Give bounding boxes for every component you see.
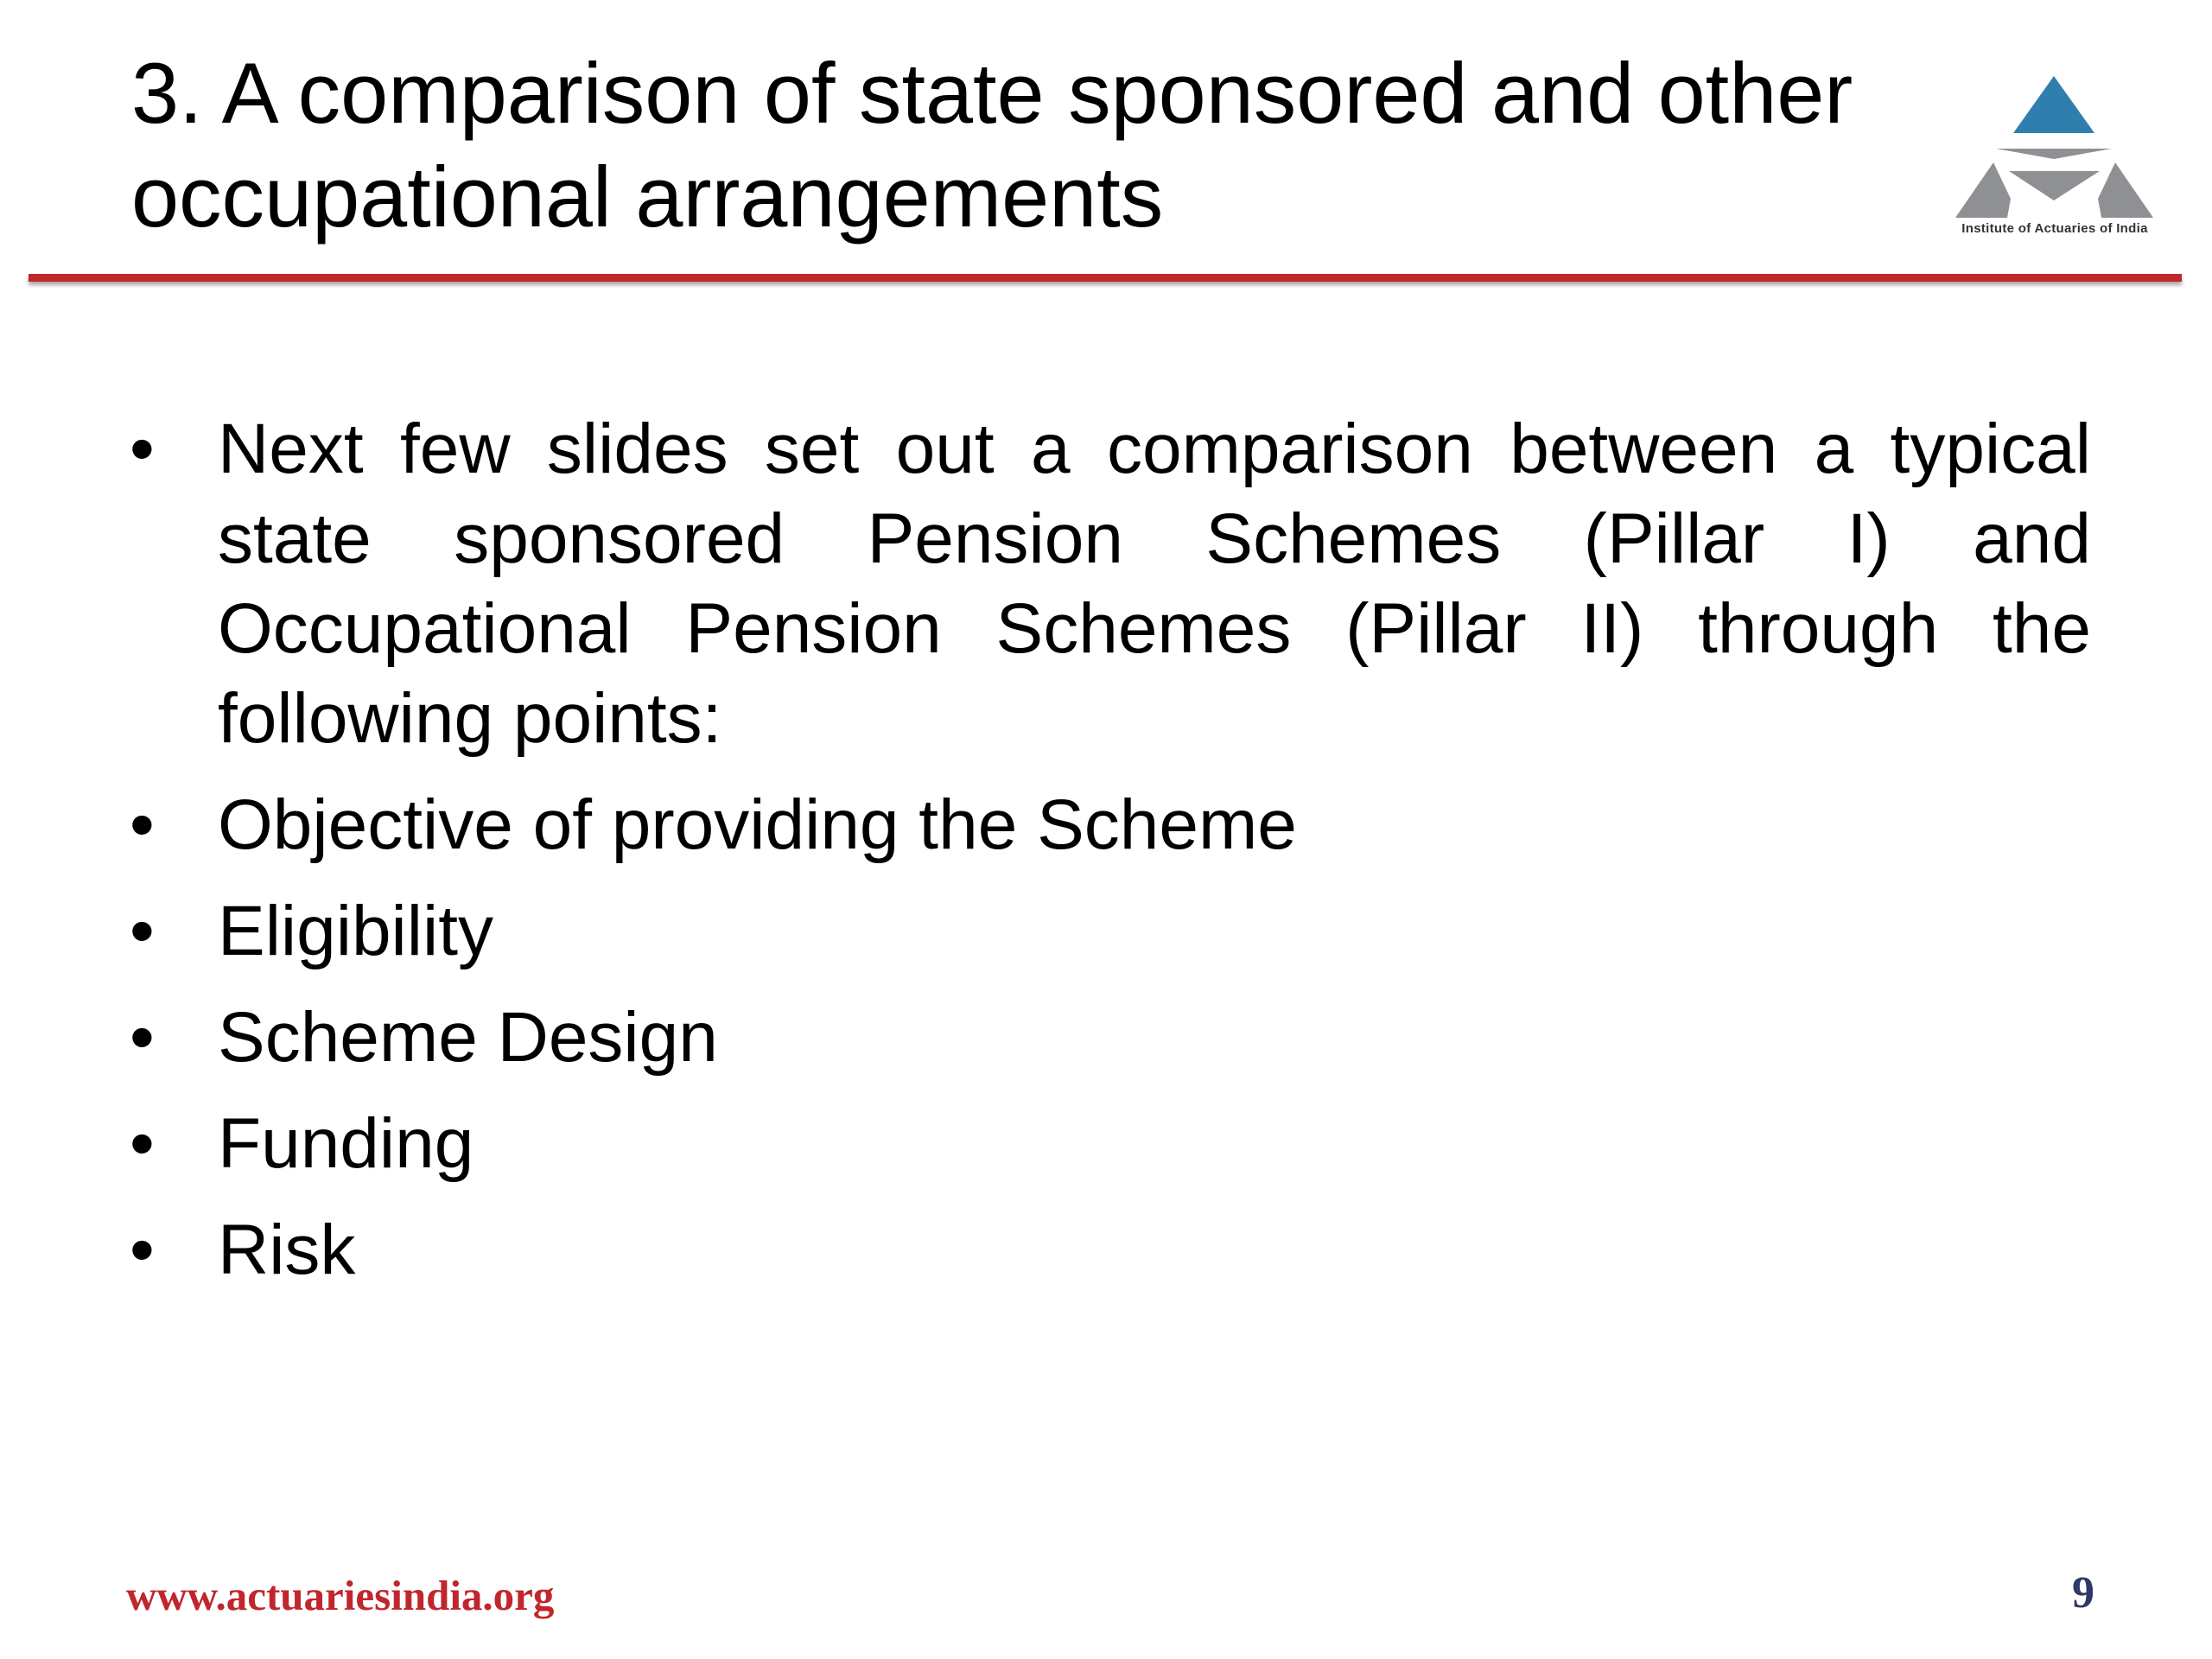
bullet-text: Objective of providing the Scheme xyxy=(218,785,1297,864)
bullet-text: Scheme Design xyxy=(218,998,718,1077)
bullet-marker: • xyxy=(130,998,155,1077)
page-number: 9 xyxy=(2072,1568,2094,1618)
footer-website-link[interactable]: www.actuariesindia.org xyxy=(126,1572,555,1619)
list-item xyxy=(130,993,2091,1083)
logo-caption: Institute of Actuaries of India xyxy=(1961,221,2148,236)
bullet-marker: • xyxy=(130,892,155,970)
bullet-text: Funding xyxy=(218,1104,474,1183)
list-item xyxy=(130,780,2091,870)
institute-of-actuaries-of-india-logo-icon xyxy=(1948,69,2160,242)
title-divider xyxy=(29,274,2182,282)
bullet-marker: • xyxy=(130,1104,155,1183)
list-item xyxy=(130,887,2091,976)
bullet-marker: • xyxy=(130,1211,155,1289)
bullet-marker: • xyxy=(130,410,155,488)
bullet-list xyxy=(130,404,2091,1312)
list-item xyxy=(130,1205,2091,1295)
bullet-text: Risk xyxy=(218,1211,356,1289)
bullet-text: Next few slides set out a comparison between a typical state sponsored Pension Schemes (Pillar I) and Occupational Pension Schemes (Pillar II) through the following points: xyxy=(218,410,2091,758)
list-item xyxy=(130,404,2091,764)
bullet-marker: • xyxy=(130,785,155,864)
bullet-text: Eligibility xyxy=(218,892,493,970)
list-item xyxy=(130,1099,2091,1189)
slide-title: 3. A comparison of state sponsored and other occupational arrangements xyxy=(131,45,1853,245)
